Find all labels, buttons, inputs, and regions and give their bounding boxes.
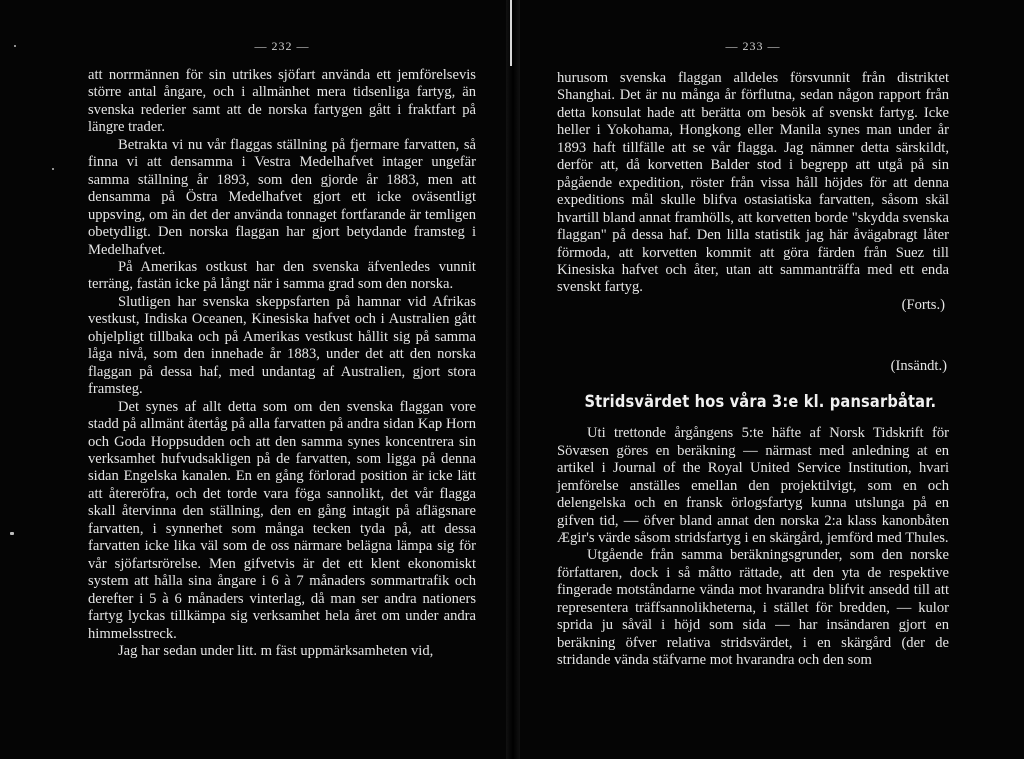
left-paragraph-5: Det synes af allt detta som om den svenska flaggan vore stadd på allmänt återtåg på alla farvatten på andra sidan Kap Horn och Goda Hoppsudden och att den samma synes koncentrera sin verksamhet hufvudsakligen på de farvatten, som ligga på denna sidan Engelska kanalen. En en gång förlorad position är icke lätt att återeröfra, och det torde vara föga sannolikt, det vår flagga skall återvinna den ställning, den en gång intagit på aflägsnare farvatten, i synnerhet som många tecken tyda på, att dessa farvatten icke lika väl som de oss närmare belägna lämpa sig för vår sjöfartsrörelse. Men gifvetvis är det ett klent ekonomiskt system att hålla sina ångare i 6 à 7 månaders sommartrafik och derefter i 5 à 6 månaders vinterlag, då man ser andra nationers fartyg lyckas tillkämpa sig verksamhet hela året om under andra himmelsstreck. [88, 398, 476, 642]
right-paragraph-1: hurusom svenska flaggan alldeles försvunnit från distriktet Shanghai. Det är nu många år förflutna, sedan någon rapport från detta konsulat hade att berätta om besök af svenskt fartyg. Icke heller i Yokohama, Hongkong eller Manila synes man under år 1893 haft tillfälle att se vår flagga. Jag nämner detta särskildt, derför att, då korvetten Balder stod i begrepp att utgå på sin pågående expedition, röster från vissa håll höjdes för att denna expeditions mål skulle blifva ostasiatiska farvatten, såsom skäl hvartill bland annat framhölls, att korvetten borde "skydda svenska flaggan" på dessa haf. Den lilla statistik jag här åvägabragt låter förmoda, att korvetten kommit att göra färden från Suez till Kinesiska hafvet och åter, utan att sammanträffa med ett enda svenskt fartyg. [557, 70, 949, 296]
right-page [557, 0, 949, 759]
article-heading: Stridsvärdet hos våra 3:e kl. pansarbåtar. [584, 391, 937, 412]
scan-speck [14, 45, 16, 47]
scan-speck [10, 532, 14, 535]
right-paragraph-2: Uti trettonde årgångens 5:te häfte af Norsk Tidskrift för Sövæsen göres en beräkning — närmast med anledning at en artikel i Journal of the Royal United Service Institution, hvari jemförelse anställes emellan den projektilvigt, som en och delengelska och en fransk örlogsfartyg kunna utslunga på en gifven tid, — öfver bland annat den norska 2:a klass kanonbåten Ægir's värde såsom stridsfartyg i en skärgård, jemförd med Thules. [557, 425, 949, 546]
scan-speck [52, 168, 54, 170]
book-gutter [506, 0, 520, 759]
left-paragraph-6: Jag har sedan under litt. m fäst uppmärksamheten vid, [118, 642, 434, 659]
left-page [88, 0, 476, 759]
gutter-fold-line [510, 0, 512, 66]
right-page-number: — 233 — [725, 39, 781, 53]
continued-note: (Forts.) [901, 296, 945, 313]
left-page-body [88, 67, 476, 660]
left-paragraph-2: Betrakta vi nu vår flaggas ställning på fjermare farvatten, så finna vi att densamma i Vestra Medelhafvet intager ungefär samma ställning år 1893, som den gjorde år 1883, men att densamma på Östra Medelhafvet gjort ett icke oväsentligt uppsving, om än det der använda tonnaget fortfarande är temligen obetydligt. Den norska flaggan har gjort betydande framsteg i Medelhafvet. [88, 136, 476, 258]
right-page-body [557, 70, 949, 670]
left-page-number: — 232 — [254, 39, 310, 53]
left-paragraph-3: På Amerikas ostkust har den svenska äfvenledes vunnit terräng, fastän icke på långt när i samma grad som den norska. [88, 258, 476, 293]
left-paragraph-1: att norrmännen för sin utrikes sjöfart använda ett jemförelsevis större antal ångare, och i allmänhet mera tidsenliga fartyg, än svenska rederier samt att de norska fartygen gått i fraktfart på längre trader. [88, 67, 476, 136]
right-paragraph-3: Utgående från samma beräkningsgrunder, som den norske författaren, dock i så måtto rättade, att den yta de respektive fingerade motståndarne vända mot hvarandra blifvit ansedd till att representera träffsannolikheterna, i stället för bredden, — kulor sprida ju såväl i höjd som sida — har insändaren gjort en beräkning öfver relativa stridsvärdet, i en skärgård (der de stridande vända stäfvarne mot hvarandra och den som [557, 547, 949, 669]
left-paragraph-4: Slutligen har svenska skeppsfarten på hamnar vid Afrikas vestkust, Indiska Oceanen, Kinesiska hafvet och i Australien gått ohjelpligt tillbaka och på Amerikas vestkust hållit sig på samma låga nivå, som den innehade år 1883, under det att den norska flaggan på dessa haf, med undantag af Australien, gjort stora framsteg. [88, 293, 476, 398]
submitted-note: (Insändt.) [890, 358, 947, 375]
